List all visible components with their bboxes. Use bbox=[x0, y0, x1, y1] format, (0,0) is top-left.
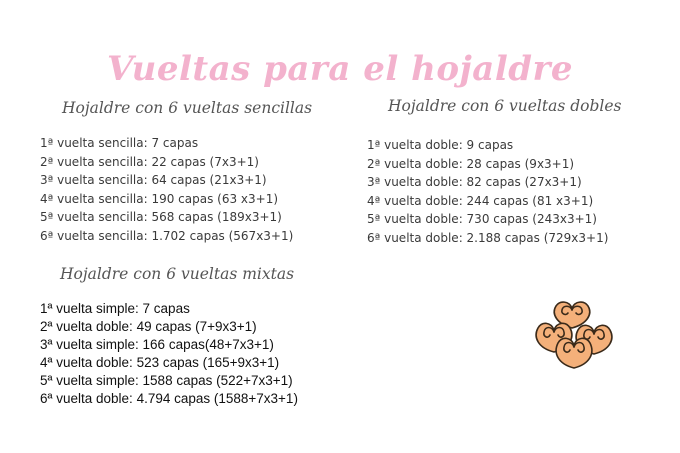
list-item: 2ª vuelta sencilla: 22 capas (7x3+1) bbox=[40, 154, 259, 169]
list-item: 5ª vuelta doble: 730 capas (243x3+1) bbox=[367, 212, 597, 226]
list-item: 6ª vuelta doble: 4.794 capas (1588+7x3+1) bbox=[40, 391, 298, 406]
list-item: 1ª vuelta simple: 7 capas bbox=[40, 301, 190, 316]
mixed-section-heading: Hojaldre con 6 vueltas mixtas bbox=[60, 265, 295, 283]
list-item: 6ª vuelta doble: 2.188 capas (729x3+1) bbox=[367, 230, 609, 245]
simple-section-list bbox=[40, 134, 293, 245]
list-item: 4ª vuelta doble: 523 capas (165+9x3+1) bbox=[40, 355, 280, 370]
double-section-list bbox=[367, 136, 608, 247]
list-item: 6ª vuelta sencilla: 1.702 capas (567x3+1) bbox=[40, 228, 294, 243]
list-item: 3ª vuelta simple: 166 capas(48+7x3+1) bbox=[40, 337, 274, 352]
list-item: 4ª vuelta sencilla: 190 capas (63 x3+1) bbox=[40, 191, 279, 206]
list-item: 3ª vuelta sencilla: 64 capas (21x3+1) bbox=[40, 173, 267, 187]
list-item: 5ª vuelta sencilla: 568 capas (189x3+1) bbox=[40, 210, 282, 224]
list-item: 2ª vuelta doble: 49 capas (7+9x3+1) bbox=[40, 319, 257, 334]
page-title: Vueltas para el hojaldre bbox=[106, 48, 574, 89]
list-item: 2ª vuelta doble: 28 capas (9x3+1) bbox=[367, 156, 575, 171]
list-item: 4ª vuelta doble: 244 capas (81 x3+1) bbox=[367, 193, 594, 208]
list-item: 1ª vuelta sencilla: 7 capas bbox=[40, 136, 199, 150]
mixed-section-list bbox=[40, 300, 298, 408]
simple-section-heading: Hojaldre con 6 vueltas sencillas bbox=[62, 99, 313, 117]
double-section-heading: Hojaldre con 6 vueltas dobles bbox=[388, 97, 622, 115]
palmier-pastry-icon bbox=[531, 296, 617, 376]
list-item: 3ª vuelta doble: 82 capas (27x3+1) bbox=[367, 175, 582, 189]
list-item: 5ª vuelta simple: 1588 capas (522+7x3+1) bbox=[40, 373, 293, 388]
list-item: 1ª vuelta doble: 9 capas bbox=[367, 138, 514, 152]
